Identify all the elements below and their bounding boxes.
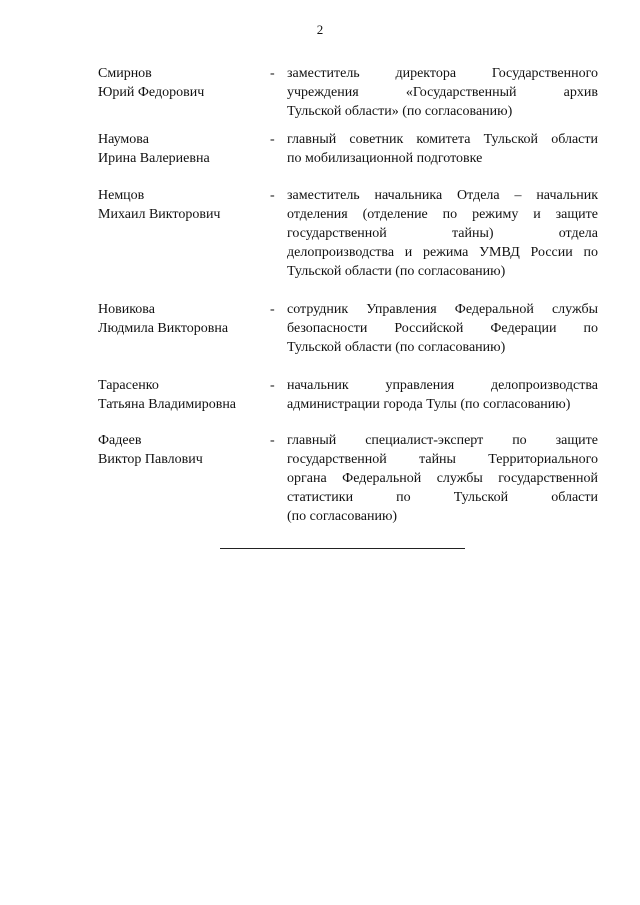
member-given-names: Татьяна Владимировна — [98, 397, 237, 412]
member-position — [287, 300, 598, 357]
member-entry — [98, 186, 598, 300]
member-surname: Немцов — [98, 188, 145, 203]
position-line: сотрудник Управления Федеральной службы — [287, 302, 598, 317]
position-line: главный советник комитета Тульской области — [287, 132, 598, 147]
position-line: (по согласованию) — [287, 509, 398, 524]
member-name — [98, 186, 263, 224]
position-line: заместитель начальника Отдела – начальник — [287, 188, 598, 203]
position-line: администрации города Тулы (по согласованию) — [287, 397, 571, 412]
position-line: органа Федеральной службы государственной — [287, 471, 598, 486]
member-entry — [98, 64, 598, 130]
member-given-names: Ирина Валериевна — [98, 151, 210, 166]
member-given-names: Виктор Павлович — [98, 452, 203, 467]
position-line: статистики по Тульской области — [287, 490, 598, 505]
member-position — [287, 376, 598, 414]
position-line: Тульской области (по согласованию) — [287, 264, 506, 279]
separator-dash: - — [270, 188, 275, 203]
member-surname: Новикова — [98, 302, 155, 317]
member-name — [98, 130, 263, 168]
closing-horizontal-rule — [220, 548, 465, 549]
member-surname: Фадеев — [98, 433, 142, 448]
position-line: государственной тайны) отдела — [287, 226, 598, 241]
page-number: 2 — [316, 22, 324, 37]
member-given-names: Людмила Викторовна — [98, 321, 229, 336]
member-position — [287, 431, 598, 526]
member-surname: Тарасенко — [98, 378, 159, 393]
position-line: начальник управления делопроизводства — [287, 378, 598, 393]
position-line: главный специалист-эксперт по защите — [287, 433, 598, 448]
separator-dash: - — [270, 302, 275, 317]
separator-dash: - — [270, 66, 275, 81]
member-entry — [98, 130, 598, 186]
member-position — [287, 64, 598, 121]
position-line: государственной тайны Территориального — [287, 452, 598, 467]
position-line: делопроизводства и режима УМВД России по — [287, 245, 598, 260]
member-surname: Смирнов — [98, 66, 152, 81]
member-name — [98, 376, 263, 414]
position-line: Тульской области (по согласованию) — [287, 340, 506, 355]
commission-member-list — [98, 64, 598, 526]
position-line: по мобилизационной подготовке — [287, 151, 483, 166]
member-name — [98, 300, 263, 338]
member-name — [98, 431, 263, 469]
member-surname: Наумова — [98, 132, 149, 147]
member-position — [287, 186, 598, 281]
position-line: учреждения «Государственный архив — [287, 85, 598, 100]
position-line: отделения (отделение по режиму и защите — [287, 207, 598, 222]
position-line: Тульской области» (по согласованию) — [287, 104, 513, 119]
separator-dash: - — [270, 378, 275, 393]
member-name — [98, 64, 263, 102]
separator-dash: - — [270, 433, 275, 448]
position-line: заместитель директора Государственного — [287, 66, 598, 81]
member-given-names: Юрий Федорович — [98, 85, 205, 100]
member-entry — [98, 376, 598, 431]
position-line: безопасности Российской Федерации по — [287, 321, 598, 336]
member-entry — [98, 431, 598, 526]
separator-dash: - — [270, 132, 275, 147]
member-entry — [98, 300, 598, 376]
member-given-names: Михаил Викторович — [98, 207, 221, 222]
member-position — [287, 130, 598, 168]
